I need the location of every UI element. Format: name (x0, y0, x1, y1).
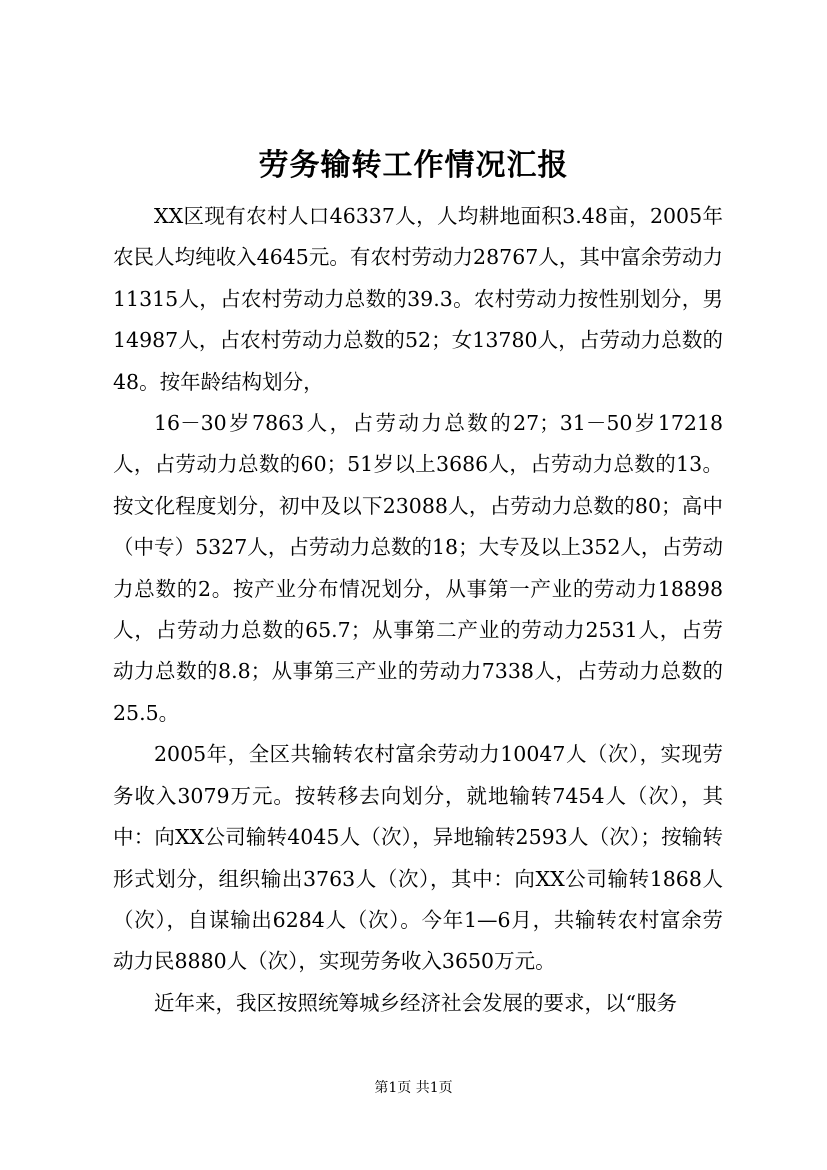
document-title: 劳务输转工作情况汇报 (258, 148, 569, 183)
paragraph-recent-years: 近年来，我区按照统筹城乡经济社会发展的要求，以“服务 (154, 990, 677, 1015)
paragraph-population-overview: XX区现有农村人口46337人，人均耕地面积3.48亩，2005年农民人均纯收入4645元。有农村劳动力28767人，其中富余劳动力11315人，占农村劳动力总数的39.3。农村劳动力按性别划分，男14987人，占农村劳动力总数的52；女13780人，占劳动力总数的48。按年龄结构划分， (113, 204, 723, 394)
page-footer: 第1页 共1页 (374, 1080, 453, 1096)
paragraph-transfer-2005: 2005年，全区共输转农村富余劳动力10047人（次），实现劳务收入3079万元。按转移去向划分，就地输转7454人（次），其中：向XX公司输转4045人（次），异地输转2593人（次）；按输转形式划分，组织输出3763人（次），其中：向XX公司输转1868人（次），自谋输出6284人（次）。今年1—6月，共输转农村富余劳动力民8880人（次），实现劳务收入3650万元。 (113, 742, 723, 974)
document-body (113, 196, 723, 1024)
paragraph-labor-structure: 16－30岁7863人，占劳动力总数的27；31－50岁17218人，占劳动力总数的60；51岁以上3686人，占劳动力总数的13。按文化程度划分，初中及以下23088人，占劳动力总数的80；高中（中专）5327人，占劳动力总数的18；大专及以上352人，占劳动力总数的2。按产业分布情况划分，从事第一产业的劳动力18898人，占劳动力总数的65.7；从事第二产业的劳动力2531人，占劳动力总数的8.8；从事第三产业的劳动力7338人，占劳动力总数的25.5。 (113, 411, 723, 725)
